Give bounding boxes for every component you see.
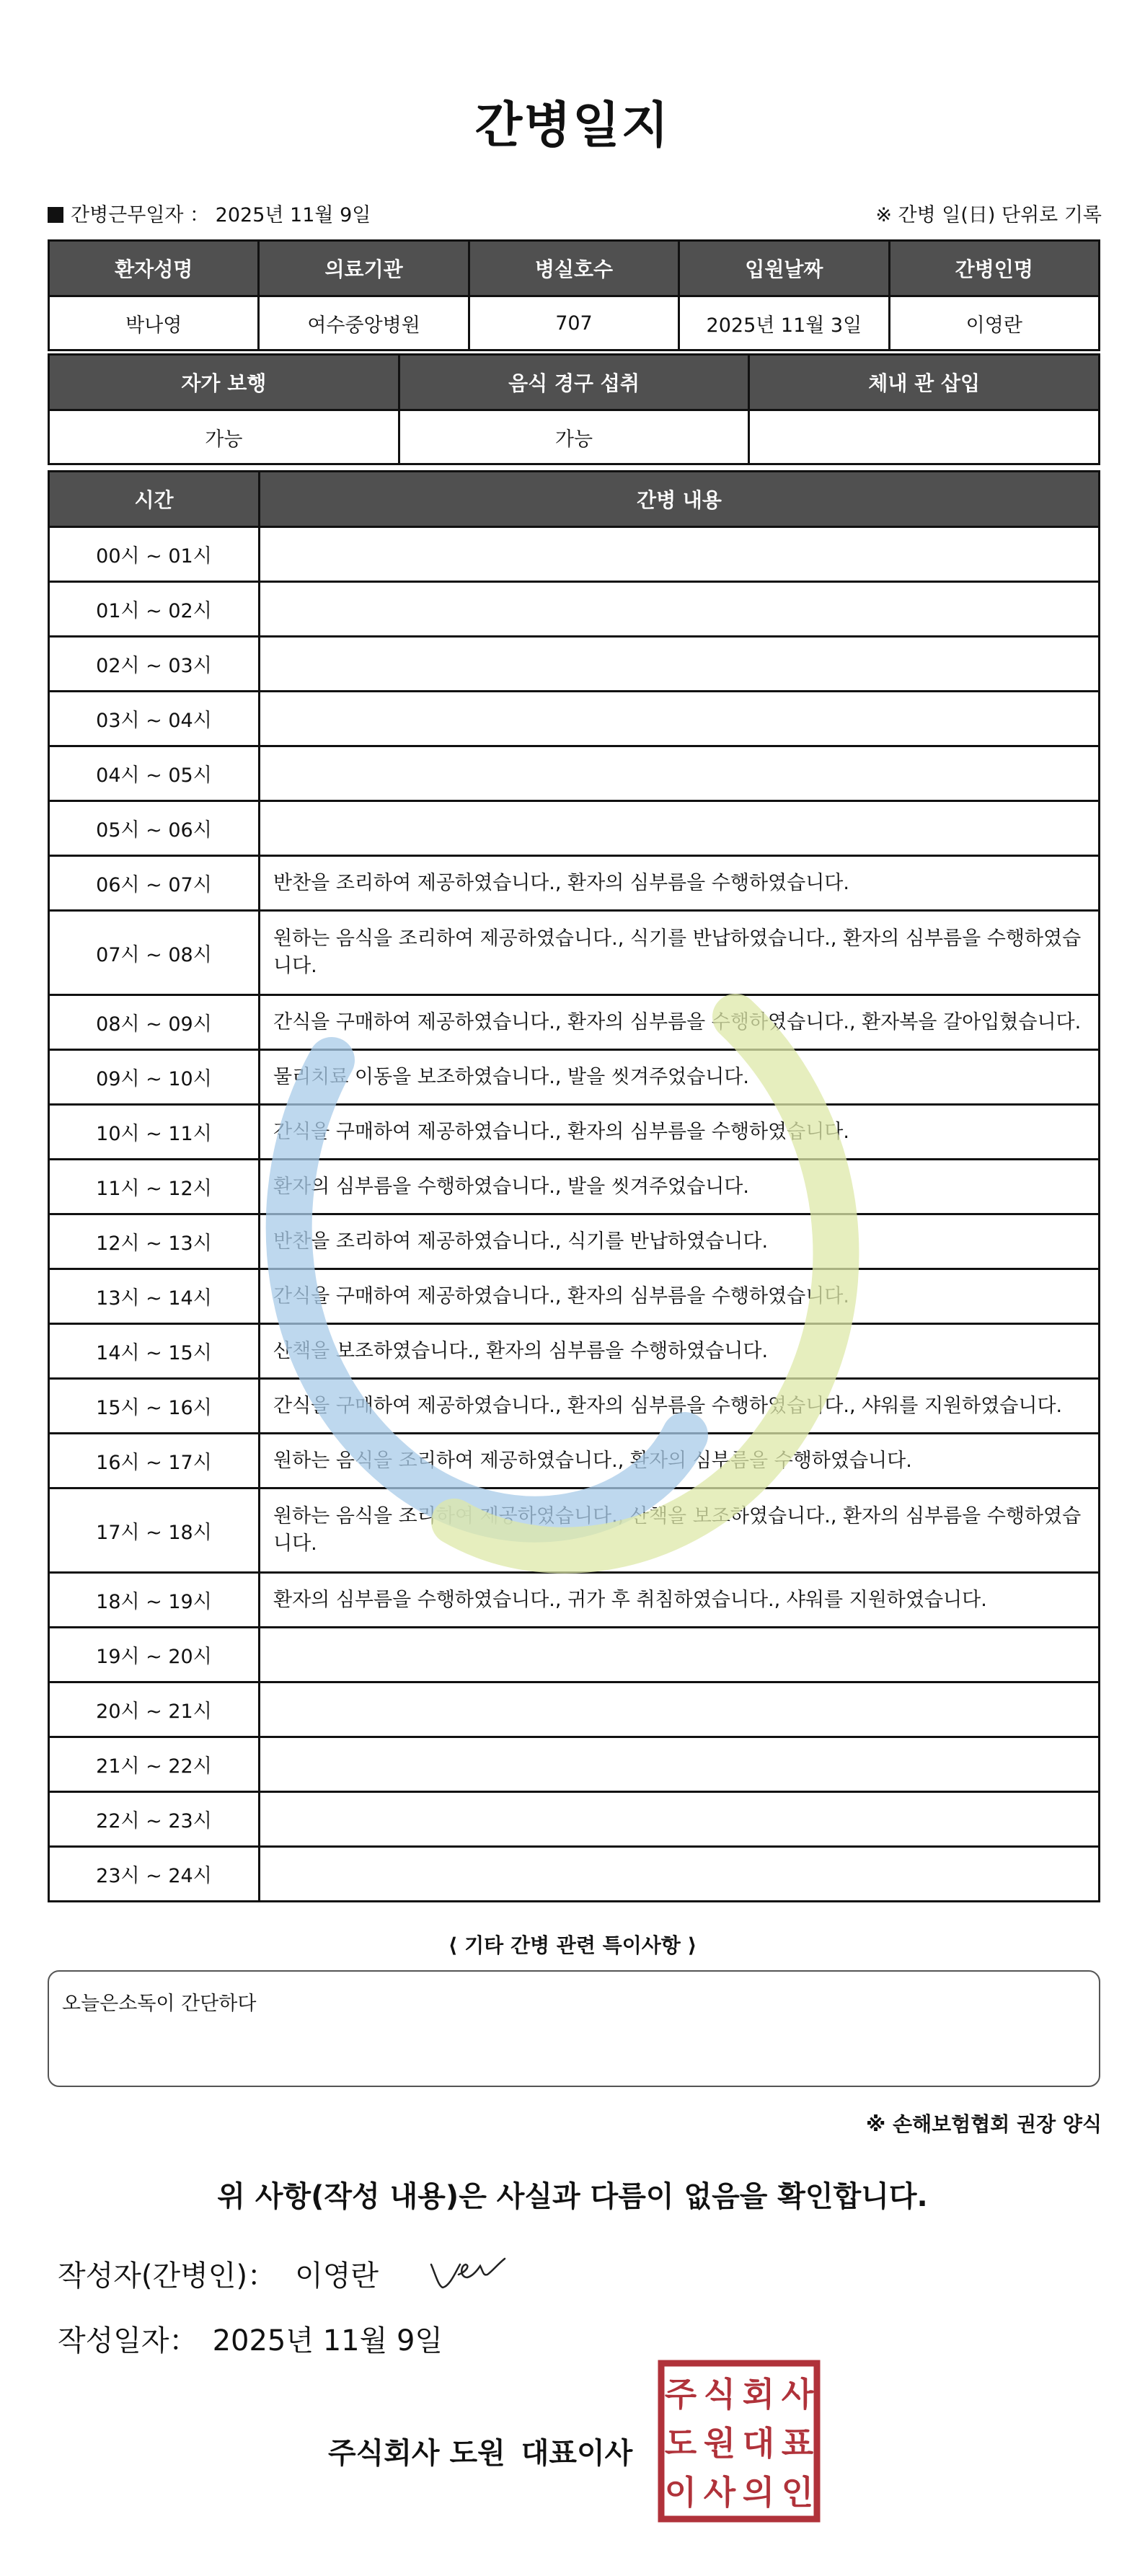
log-time-cell: 11시 ~ 12시 (49, 1160, 260, 1214)
info-header-patient: 환자성명 (49, 241, 259, 296)
writer-label: 작성자(간병인)： (58, 2259, 277, 2293)
info-value-row (49, 296, 1100, 350)
log-content-cell: 산책을 보조하였습니다., 환자의 심부름을 수행하였습니다. (260, 1324, 1100, 1379)
info-caregiver-name: 이영란 (889, 296, 1099, 350)
info-hospital: 여수중앙병원 (259, 296, 469, 350)
log-content-cell: 환자의 심부름을 수행하였습니다., 귀가 후 취침하였습니다., 샤워를 지원하였습니다. (260, 1573, 1100, 1628)
table-row (49, 1269, 1100, 1324)
log-content-cell: 간식을 구매하여 제공하였습니다., 환자의 심부름을 수행하였습니다., 환자복을 갈아입혔습니다. (260, 995, 1100, 1050)
log-content-cell: 원하는 음식을 조리하여 제공하였습니다., 환자의 심부름을 수행하였습니다. (260, 1434, 1100, 1488)
log-time-cell: 06시 ~ 07시 (49, 856, 260, 911)
log-time-cell: 23시 ~ 24시 (49, 1847, 260, 1902)
log-content-cell (260, 637, 1100, 692)
table-row (49, 1379, 1100, 1434)
page-title: 간병일지 (474, 97, 671, 154)
log-time-cell: 01시 ~ 02시 (49, 582, 260, 637)
log-content-cell (260, 1737, 1100, 1792)
log-time-cell: 20시 ~ 21시 (49, 1682, 260, 1737)
log-content-cell (260, 801, 1100, 856)
log-content-cell (260, 746, 1100, 801)
seal-character: 사 (781, 2375, 814, 2414)
special-notes-box (48, 1970, 1100, 2087)
log-time-cell: 00시 ~ 01시 (49, 527, 260, 582)
table-row (49, 692, 1100, 746)
seal-character: 의 (742, 2473, 775, 2512)
log-content-cell (260, 692, 1100, 746)
special-notes-title: ⟨ 기타 간병 관련 특이사항 ⟩ (448, 1933, 697, 1957)
write-date-line (58, 2318, 443, 2359)
info-header-room: 병실호수 (469, 241, 678, 296)
info-header-hospital: 의료기관 (259, 241, 469, 296)
info-header-row (49, 241, 1100, 296)
log-time-cell: 13시 ~ 14시 (49, 1269, 260, 1324)
special-notes-content: 오늘은소독이 간단하다 (62, 1993, 257, 2015)
work-date-line (48, 199, 371, 227)
table-row (49, 1434, 1100, 1488)
ceo-label: 대표이사 (521, 2437, 633, 2470)
log-time-cell: 18시 ~ 19시 (49, 1573, 260, 1628)
status-walking: 가능 (49, 410, 399, 464)
table-row (49, 746, 1100, 801)
company-name: 주식회사 도원 (328, 2437, 505, 2470)
table-row (49, 1488, 1100, 1573)
status-tube (749, 410, 1100, 464)
info-admission-date: 2025년 11월 3일 (679, 296, 889, 350)
log-time-cell: 15시 ~ 16시 (49, 1379, 260, 1434)
writer-line (58, 2253, 379, 2294)
unit-note: ※ 간병 일(日) 단위로 기록 (875, 204, 1102, 226)
log-content-cell: 반찬을 조리하여 제공하였습니다., 식기를 반납하였습니다. (260, 1214, 1100, 1269)
seal-character: 주 (664, 2375, 697, 2414)
log-time-cell: 16시 ~ 17시 (49, 1434, 260, 1488)
log-header-time: 시간 (49, 472, 260, 527)
table-row (49, 527, 1100, 582)
company-seal (658, 2360, 821, 2523)
seal-character: 인 (781, 2473, 814, 2512)
info-room-number: 707 (469, 296, 678, 350)
log-content-cell: 물리치료 이동을 보조하였습니다., 발을 씻겨주었습니다. (260, 1050, 1100, 1105)
recommend-note: ※ 손해보험협회 권장 양식 (866, 2112, 1102, 2136)
table-row (49, 1682, 1100, 1737)
table-row (49, 1573, 1100, 1628)
info-header-admission: 입원날짜 (679, 241, 889, 296)
square-bullet-icon (48, 207, 63, 223)
seal-character: 도 (664, 2424, 697, 2463)
info-header-caregiver: 간병인명 (889, 241, 1099, 296)
log-time-cell: 10시 ~ 11시 (49, 1105, 260, 1160)
table-row (49, 856, 1100, 911)
patient-info-table (48, 239, 1100, 351)
seal-character: 식 (703, 2375, 736, 2414)
seal-character: 이 (664, 2473, 697, 2512)
seal-character: 사 (703, 2473, 736, 2512)
log-time-cell: 21시 ~ 22시 (49, 1737, 260, 1792)
write-date-label: 작성일자： (58, 2324, 198, 2357)
log-content-cell (260, 1628, 1100, 1682)
log-time-cell: 09시 ~ 10시 (49, 1050, 260, 1105)
table-row (49, 1214, 1100, 1269)
log-time-cell: 22시 ~ 23시 (49, 1792, 260, 1847)
table-row (49, 911, 1100, 995)
seal-character: 원 (703, 2424, 736, 2463)
company-line (328, 2430, 632, 2471)
log-time-cell: 17시 ~ 18시 (49, 1488, 260, 1573)
log-header-row (49, 472, 1100, 527)
log-content-cell (260, 1792, 1100, 1847)
log-content-cell (260, 527, 1100, 582)
log-time-cell: 07시 ~ 08시 (49, 911, 260, 995)
seal-character: 표 (781, 2424, 814, 2463)
log-time-cell: 04시 ~ 05시 (49, 746, 260, 801)
table-row (49, 582, 1100, 637)
log-time-cell: 02시 ~ 03시 (49, 637, 260, 692)
log-header-content: 간병 내용 (260, 472, 1100, 527)
status-header-oral-intake: 음식 경구 섭취 (399, 355, 749, 410)
log-content-cell: 간식을 구매하여 제공하였습니다., 환자의 심부름을 수행하였습니다., 샤워를 지원하였습니다. (260, 1379, 1100, 1434)
seal-character: 회 (742, 2375, 775, 2414)
log-time-cell: 12시 ~ 13시 (49, 1214, 260, 1269)
table-row (49, 995, 1100, 1050)
log-content-cell (260, 582, 1100, 637)
log-content-cell (260, 1682, 1100, 1737)
confirm-statement: 위 사항(작성 내용)은 사실과 다름이 없음을 확인합니다. (217, 2180, 928, 2213)
work-date-value: 2025년 11월 9일 (215, 204, 371, 226)
status-header-tube: 체내 관 삽입 (749, 355, 1100, 410)
log-content-cell (260, 1847, 1100, 1902)
status-value-row (49, 410, 1100, 464)
log-time-cell: 08시 ~ 09시 (49, 995, 260, 1050)
table-row (49, 1792, 1100, 1847)
table-row (49, 1628, 1100, 1682)
status-header-row (49, 355, 1100, 410)
table-row (49, 801, 1100, 856)
log-time-cell: 03시 ~ 04시 (49, 692, 260, 746)
status-oral-intake: 가능 (399, 410, 749, 464)
log-time-cell: 05시 ~ 06시 (49, 801, 260, 856)
log-body (49, 527, 1100, 1902)
table-row (49, 1105, 1100, 1160)
status-header-walking: 자가 보행 (49, 355, 399, 410)
log-content-cell: 간식을 구매하여 제공하였습니다., 환자의 심부름을 수행하였습니다. (260, 1269, 1100, 1324)
handwritten-signature (425, 2243, 519, 2293)
table-row (49, 1847, 1100, 1902)
care-log-table (48, 470, 1100, 1902)
table-row (49, 1324, 1100, 1379)
work-date-label: 간병근무일자 ： (71, 204, 210, 226)
table-row (49, 1050, 1100, 1105)
log-content-cell: 원하는 음식을 조리하여 제공하였습니다., 식기를 반납하였습니다., 환자의 심부름을 수행하였습니다. (260, 911, 1100, 995)
log-content-cell: 간식을 구매하여 제공하였습니다., 환자의 심부름을 수행하였습니다. (260, 1105, 1100, 1160)
writer-name: 이영란 (295, 2259, 379, 2293)
seal-character: 대 (742, 2424, 775, 2463)
log-content-cell: 환자의 심부름을 수행하였습니다., 발을 씻겨주었습니다. (260, 1160, 1100, 1214)
patient-status-table (48, 353, 1100, 465)
log-time-cell: 14시 ~ 15시 (49, 1324, 260, 1379)
log-content-cell: 원하는 음식을 조리하여 제공하였습니다., 산책을 보조하였습니다., 환자의 심부름을 수행하였습니다. (260, 1488, 1100, 1573)
table-row (49, 1737, 1100, 1792)
log-time-cell: 19시 ~ 20시 (49, 1628, 260, 1682)
info-patient-name: 박나영 (49, 296, 259, 350)
table-row (49, 637, 1100, 692)
table-row (49, 1160, 1100, 1214)
write-date-value: 2025년 11월 9일 (212, 2324, 443, 2357)
log-content-cell: 반찬을 조리하여 제공하였습니다., 환자의 심부름을 수행하였습니다. (260, 856, 1100, 911)
